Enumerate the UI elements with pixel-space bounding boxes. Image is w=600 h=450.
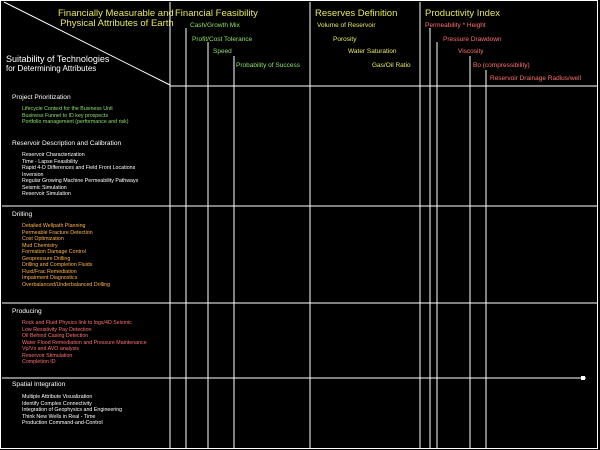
list-item: Drilling and Completion Fluids <box>22 262 93 268</box>
col-sub-productivity-2: Pressure Drawdown <box>443 36 502 43</box>
list-item: Impairment Diagnostics <box>22 275 78 281</box>
list-item: Identify Complex Connectivity <box>22 400 92 407</box>
list-item: Geopressure Drilling <box>22 255 71 262</box>
section-title-spatial-integration: Spatial Integration <box>12 381 66 388</box>
list-item: Portfolio management (performance and risk) <box>22 119 129 125</box>
list-item: Multiple Attribute Visualization <box>22 394 93 400</box>
list-item: Permeable Fracture Detection <box>22 229 93 236</box>
section-items-drilling <box>22 223 110 288</box>
list-item: Integration of Geophysics and Engineering <box>22 407 123 413</box>
col-sub-reserves-1: Volume of Reservoir <box>317 22 376 29</box>
list-item: Regular Growing Machine Permeability Pathways <box>22 178 139 184</box>
section-title-drilling: Drilling <box>12 211 33 218</box>
col-sub-reserves-3: Water Saturation <box>348 48 397 55</box>
list-item: Lifecycle Context for the Business Unit <box>22 106 113 112</box>
list-item: Detailed Wellpath Planning <box>22 223 86 229</box>
col-sub-reserves-2: Porosity <box>333 36 357 43</box>
col-sub-financial-3: Speed <box>213 48 232 55</box>
list-item: Water Flood Remediation and Pressure Maintenance <box>22 339 147 346</box>
row-header <box>6 54 109 74</box>
list-item: Business Funnel to ID key prospects <box>22 112 108 119</box>
list-item: Vp/Vs and AVO analysis <box>22 346 80 352</box>
col-sub-financial-1: Cash/Growth Mix <box>190 22 240 29</box>
section-items-project-prioritization <box>22 106 129 126</box>
list-item: Low Resistivity Pay Detection <box>22 326 92 333</box>
col-sub-productivity-4: Bo (compressibility) <box>473 62 530 69</box>
list-item: Inversion <box>22 171 44 178</box>
list-item: Production Command-and-Control <box>22 420 103 426</box>
col-sub-reserves-4: Gas/Oil Ratio <box>372 62 411 69</box>
col-sub-productivity-1: Permeability * Height <box>425 22 486 29</box>
list-item: Reservoir Simulation <box>22 191 71 197</box>
section-items-reservoir-description <box>22 152 138 198</box>
list-item: Reservoir Characterization <box>22 152 85 158</box>
list-item: Think New Wells in Real - Time <box>22 413 96 420</box>
list-item: Mud Chemistry <box>22 242 58 249</box>
section-title-producing: Producing <box>12 308 42 315</box>
list-item: Oil Behind Casing Detection <box>22 333 89 339</box>
col-sub-financial-4: Probability of Success <box>236 62 300 69</box>
title-line-1: Financially Measurable and <box>58 8 174 19</box>
divider-marker <box>581 376 585 380</box>
list-item: Completion ID <box>22 359 56 365</box>
title-line-2: Physical Attributes of Earth <box>60 18 174 29</box>
list-item: Formation Damage Control <box>22 249 86 255</box>
list-item: Overbalanced/Underbalanced Drilling <box>22 281 111 288</box>
col-header-financial: Financial Feasibility <box>175 8 258 19</box>
row-header-line-1: Suitability of Technologies <box>6 54 110 64</box>
col-sub-productivity-5: Reservoir Drainage Radius/well <box>490 75 582 82</box>
col-header-productivity: Productivity Index <box>425 8 500 19</box>
title-block <box>58 9 174 29</box>
col-header-reserves: Reserves Definition <box>315 8 398 19</box>
list-item: Seismic Simulation <box>22 184 67 191</box>
section-items-spatial-integration <box>22 394 122 427</box>
list-item: Cost Optimization <box>22 236 64 242</box>
list-item: Fluid/Frac Remediation <box>22 268 77 275</box>
row-header-line-2: for Determining Attributes <box>6 64 97 73</box>
section-items-producing <box>22 320 147 366</box>
section-title-project-prioritization: Project Prioritization <box>12 94 71 101</box>
section-title-reservoir-description: Reservoir Description and Calibration <box>12 140 122 147</box>
list-item: Rock and Fluid Physics link to logs/4D Seismic <box>22 320 132 326</box>
list-item: Rapid 4-D Differences and Field Front Locations <box>22 165 136 171</box>
col-sub-financial-2: Profit/Cost Tolerance <box>192 36 253 43</box>
list-item: Time - Lapse Feasibility <box>22 158 78 165</box>
col-sub-productivity-3: Viscosity <box>458 48 484 55</box>
list-item: Reservoir Stimulation <box>22 352 73 359</box>
